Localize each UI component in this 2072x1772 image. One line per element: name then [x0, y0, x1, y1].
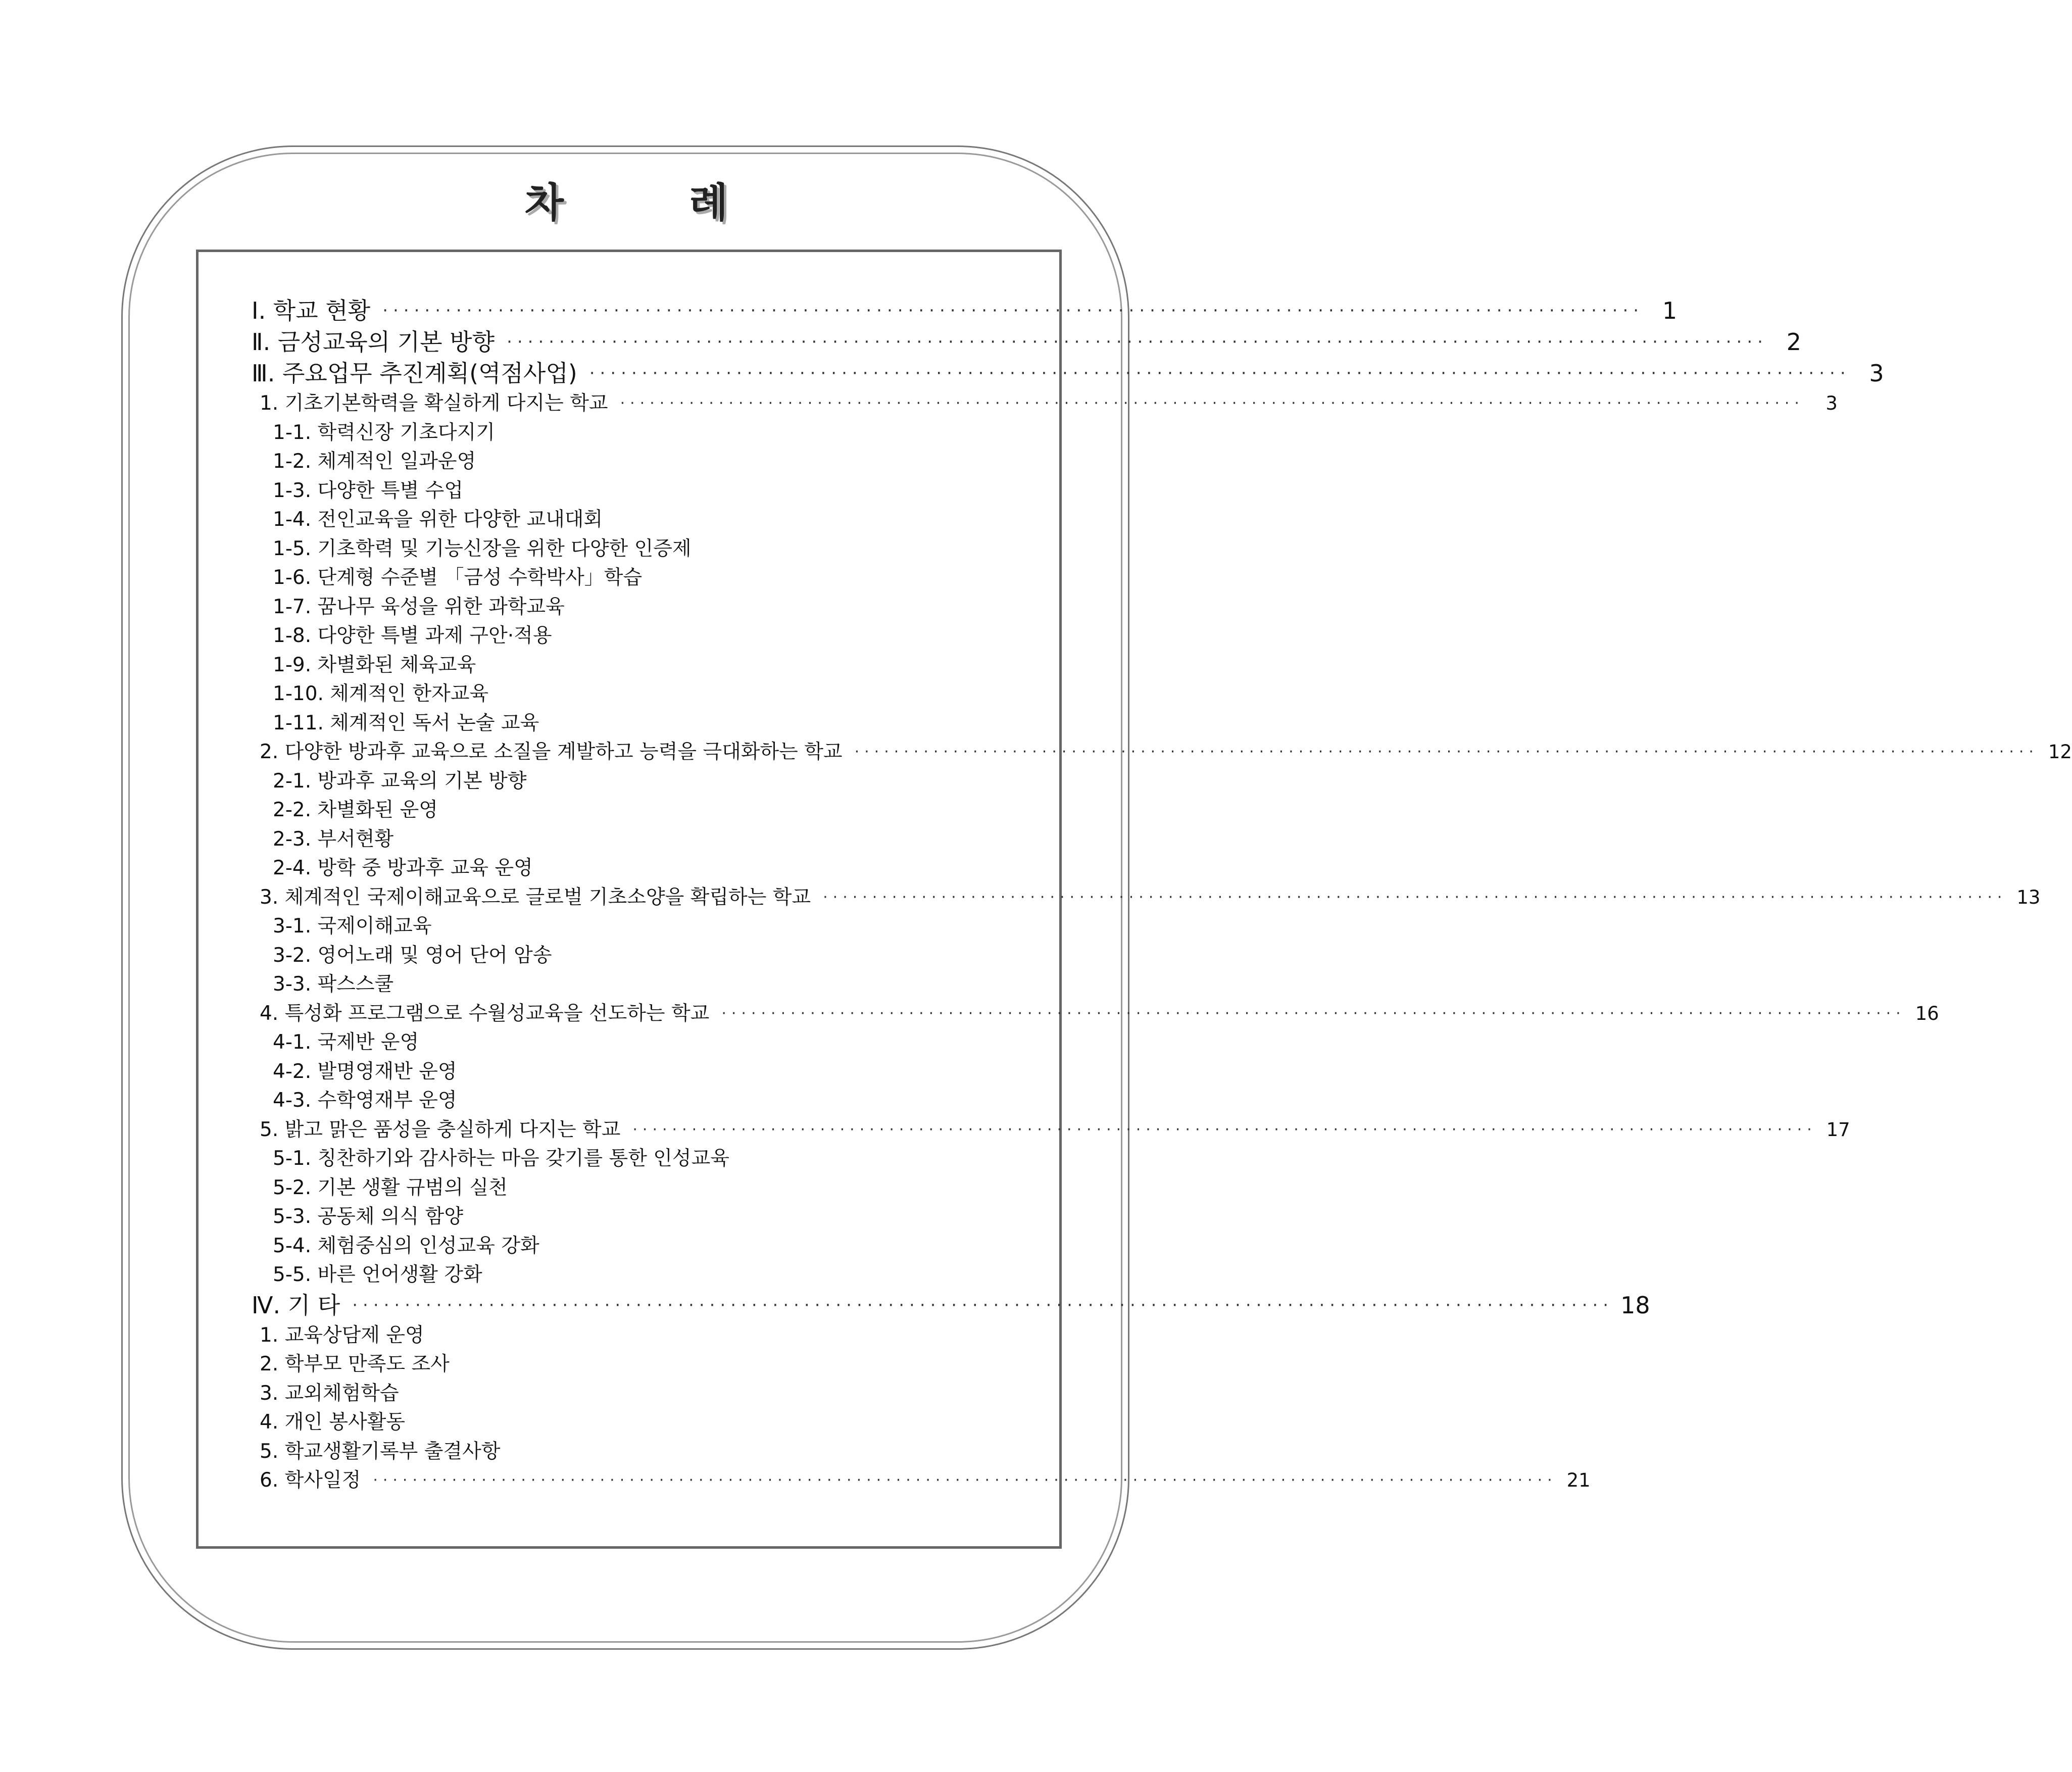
toc-entry-label: Ⅳ. 기 타: [252, 1291, 340, 1319]
toc-entry: [252, 476, 1004, 506]
toc-page-number: 18: [1620, 1291, 1650, 1319]
toc-entry: [252, 1086, 1004, 1115]
toc-entry: [252, 1437, 1004, 1466]
toc-entry-label: 3-1. 국제이해교육: [273, 915, 432, 938]
toc-leader-dots: ························································································································: [721, 1004, 1906, 1022]
toc-entry: [252, 326, 1801, 358]
toc-entry-label: 2-3. 부서현황: [273, 827, 394, 851]
toc-entry-label: 3. 체계적인 국제이해교육으로 글로벌 기초소양을 확립하는 학교: [260, 885, 811, 909]
toc-entry: [252, 1232, 1004, 1261]
toc-entry: [252, 709, 1004, 738]
toc-entry: [252, 389, 1838, 418]
toc-entry-label: 4-3. 수학영재부 운영: [273, 1089, 457, 1112]
toc-entry-label: 5-3. 공동체 의식 함양: [273, 1205, 464, 1228]
toc-entry: [252, 358, 1884, 389]
toc-entry: [252, 883, 2041, 912]
toc-entry: [252, 621, 1004, 651]
toc-entry: [252, 825, 1004, 854]
toc-entry-label: 3. 교외체험학습: [260, 1382, 399, 1405]
toc-entry: [252, 1028, 1004, 1057]
toc-entry-label: 6. 학사일정: [260, 1469, 361, 1492]
toc-entry-label: 1-7. 꿈나무 육성을 위한 과학교육: [273, 595, 565, 618]
toc-entry-label: 1-9. 차별화된 체육교육: [273, 653, 476, 676]
toc-entry-label: Ⅲ. 주요업무 추진계획(역점사업): [252, 360, 577, 387]
toc-entry: [252, 1202, 1004, 1232]
toc-entry-label: 4-2. 발명영재반 운영: [273, 1060, 457, 1083]
toc-entry: [252, 1057, 1004, 1087]
toc-entry: [252, 534, 1004, 564]
toc-entry-label: 4. 개인 봉사활동: [260, 1411, 406, 1434]
toc-entry-label: 1-11. 체계적인 독서 논술 교육: [273, 711, 539, 734]
toc-entry: [252, 563, 1004, 593]
toc-entry-label: 1. 교육상담제 운영: [260, 1323, 424, 1347]
toc-entry-label: Ⅱ. 금성교육의 기본 방향: [252, 328, 495, 356]
toc-entry: [252, 1350, 1004, 1379]
toc-entry-label: 4. 특성화 프로그램으로 수월성교육을 선도하는 학교: [260, 1002, 710, 1025]
toc-page-number: 17: [1826, 1118, 1850, 1141]
toc-entry-label: 1-2. 체계적인 일과운영: [273, 450, 476, 473]
toc-entry-label: 1-4. 전인교육을 위한 다양한 교내대회: [273, 508, 603, 531]
toc-leader-dots: ························································································································: [382, 301, 1644, 321]
toc-entry-label: 5. 학교생활기록부 출결사항: [260, 1440, 501, 1463]
toc-page-number: 13: [2016, 886, 2041, 908]
toc-entry-label: 3-2. 영어노래 및 영어 단어 암송: [273, 944, 552, 967]
toc-entry: [252, 1144, 1004, 1173]
toc-entry: [252, 999, 1939, 1028]
toc-page-number: 2: [1786, 328, 1801, 356]
toc-entry: [252, 1260, 1004, 1290]
toc-entry-label: 2. 다양한 방과후 교육으로 소질을 계발하고 능력을 극대화하는 학교: [260, 741, 843, 763]
table-of-contents: [252, 295, 2072, 1495]
toc-entry: [252, 447, 1004, 476]
toc-page-number: 21: [1566, 1469, 1591, 1491]
toc-leader-dots: ························································································································: [589, 363, 1851, 383]
toc-leader-dots: ························································································································: [854, 743, 2039, 761]
toc-entry-label: 2-4. 방학 중 방과후 교육 운영: [273, 857, 533, 879]
toc-entry: [252, 767, 1004, 796]
toc-entry-label: 1-6. 단계형 수준별 「금성 수학박사」학습: [273, 566, 643, 589]
toc-entry-label: 1-8. 다양한 특별 과제 구안·적용: [273, 624, 552, 647]
toc-page-number: 1: [1662, 297, 1678, 324]
toc-entry-label: 1-3. 다양한 특별 수업: [273, 479, 464, 502]
toc-leader-dots: ························································································································: [632, 1120, 1817, 1139]
toc-entry: [252, 1321, 1004, 1350]
toc-entry: [252, 651, 1004, 680]
toc-entry: [252, 1466, 1591, 1495]
toc-entry: [252, 1290, 1650, 1321]
toc-entry-label: 3-3. 팍스스쿨: [273, 973, 394, 996]
toc-entry: [252, 1379, 1004, 1408]
toc-entry: [252, 1408, 1004, 1437]
toc-entry-label: 5. 밝고 맑은 품성을 충실하게 다지는 학교: [260, 1118, 621, 1141]
toc-entry-label: 1-5. 기초학력 및 기능신장을 위한 다양한 인증제: [273, 537, 692, 560]
toc-entry-label: 1-10. 체계적인 한자교육: [273, 682, 489, 705]
toc-leader-dots: ························································································································: [373, 1471, 1557, 1489]
toc-entry: [252, 737, 2072, 767]
toc-entry: [252, 295, 1678, 326]
toc-page-number: 12: [2048, 741, 2072, 763]
toc-entry: [252, 418, 1004, 448]
toc-entry: [252, 505, 1004, 534]
toc-entry-label: 2-1. 방과후 교육의 기본 방향: [273, 769, 527, 793]
toc-leader-dots: ························································································································: [507, 332, 1768, 352]
toc-entry: [252, 593, 1004, 622]
toc-entry-label: 5-5. 바른 언어생활 강화: [273, 1263, 482, 1286]
toc-entry-label: 2-2. 차별화된 운영: [273, 799, 438, 821]
toc-entry-label: 4-1. 국제반 운영: [273, 1031, 419, 1054]
page-title: 차 례: [524, 179, 784, 226]
toc-page-number: 16: [1915, 1002, 1939, 1024]
toc-entry-label: 1-1. 학력신장 기초다지기: [273, 421, 495, 444]
toc-entry-label: 5-2. 기본 생활 규범의 실천: [273, 1176, 508, 1199]
toc-entry-label: 1. 기초기본학력을 확실하게 다지는 학교: [260, 392, 608, 415]
toc-entry: [252, 912, 1004, 941]
toc-entry: [252, 941, 1004, 970]
toc-entry: [252, 1115, 1850, 1145]
toc-page-number: 3: [1869, 360, 1884, 387]
toc-entry: [252, 1173, 1004, 1203]
toc-entry: [252, 796, 1004, 825]
toc-entry-label: 2. 학부모 만족도 조사: [260, 1353, 450, 1375]
toc-entry-label: 5-1. 칭찬하기와 감사하는 마음 갖기를 통한 인성교육: [273, 1147, 729, 1170]
toc-page-number: 3: [1826, 392, 1838, 414]
toc-entry-label: Ⅰ. 학교 현황: [252, 297, 371, 324]
toc-entry: [252, 854, 1004, 883]
toc-leader-dots: ························································································································: [620, 395, 1804, 412]
toc-leader-dots: ························································································································: [823, 888, 2007, 906]
toc-entry-label: 5-4. 체험중심의 인성교육 강화: [273, 1234, 539, 1257]
toc-leader-dots: ························································································································: [352, 1295, 1614, 1315]
toc-entry: [252, 970, 1004, 999]
toc-entry: [252, 679, 1004, 709]
